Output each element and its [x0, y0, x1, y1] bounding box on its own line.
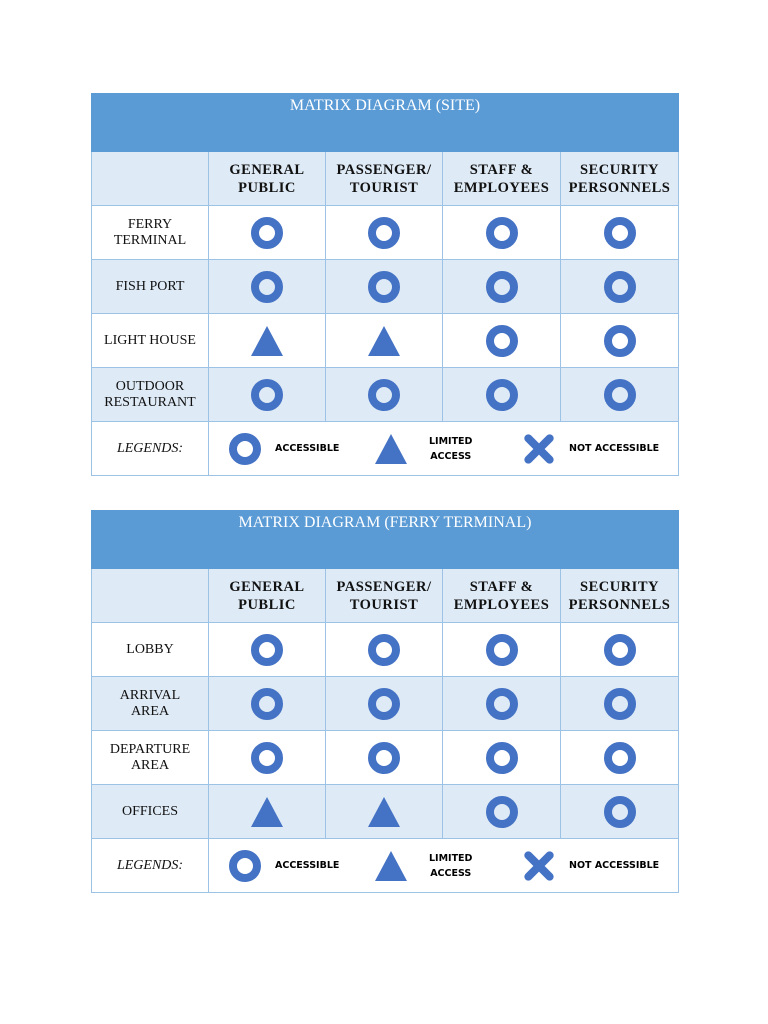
column-header: PASSENGER/ TOURIST — [326, 152, 443, 206]
table-row — [92, 260, 679, 314]
access-cell-accessible — [443, 623, 561, 677]
table-row — [92, 677, 679, 731]
limited-triangle-icon — [249, 794, 285, 830]
table-title: MATRIX DIAGRAM (SITE) — [92, 94, 679, 152]
legend-row — [92, 839, 679, 893]
legend-limited-text: LIMITED ACCESS — [429, 435, 473, 462]
access-cell-limited — [326, 785, 443, 839]
accessible-ring-icon — [249, 686, 285, 722]
table-row — [92, 623, 679, 677]
access-cell-limited — [209, 785, 326, 839]
accessible-ring-icon — [602, 686, 638, 722]
accessible-ring-icon — [602, 794, 638, 830]
accessible-ring-icon — [249, 740, 285, 776]
table-row — [92, 785, 679, 839]
row-label: FERRY TERMINAL — [92, 206, 209, 260]
column-header: STAFF & EMPLOYEES — [443, 569, 561, 623]
row-label: OFFICES — [92, 785, 209, 839]
column-header: GENERAL PUBLIC — [209, 152, 326, 206]
access-cell-accessible — [561, 368, 679, 422]
accessible-ring-icon — [249, 377, 285, 413]
column-header: GENERAL PUBLIC — [209, 569, 326, 623]
legend-not-accessible — [523, 422, 659, 475]
legend-label: LEGENDS: — [92, 839, 209, 893]
legend-content — [209, 839, 679, 893]
accessible-ring-icon — [249, 269, 285, 305]
access-cell-accessible — [561, 314, 679, 368]
accessible-ring-icon — [366, 632, 402, 668]
row-label: DEPARTURE AREA — [92, 731, 209, 785]
accessible-ring-icon — [366, 686, 402, 722]
limited-triangle-icon — [366, 323, 402, 359]
table-row — [92, 368, 679, 422]
legend-limited — [373, 422, 472, 475]
access-cell-accessible — [443, 731, 561, 785]
row-label: FISH PORT — [92, 260, 209, 314]
accessible-ring-icon — [227, 848, 263, 884]
row-label: OUTDOOR RESTAURANT — [92, 368, 209, 422]
access-cell-accessible — [209, 677, 326, 731]
row-label: LIGHT HOUSE — [92, 314, 209, 368]
table-row — [92, 314, 679, 368]
accessible-ring-icon — [366, 215, 402, 251]
accessible-ring-icon — [227, 431, 263, 467]
accessible-ring-icon — [484, 215, 520, 251]
access-cell-accessible — [561, 785, 679, 839]
legend-not-accessible-text: NOT ACCESSIBLE — [569, 860, 660, 871]
accessible-ring-icon — [602, 215, 638, 251]
accessible-ring-icon — [484, 269, 520, 305]
accessible-ring-icon — [602, 323, 638, 359]
access-cell-limited — [209, 314, 326, 368]
access-cell-limited — [326, 314, 443, 368]
column-header: SECURITY PERSONNELS — [561, 569, 679, 623]
accessible-ring-icon — [484, 794, 520, 830]
accessible-ring-icon — [484, 323, 520, 359]
access-cell-accessible — [561, 677, 679, 731]
limited-triangle-icon — [366, 794, 402, 830]
legend-accessible-text: ACCESSIBLE — [275, 860, 340, 871]
accessible-ring-icon — [602, 740, 638, 776]
access-cell-accessible — [443, 785, 561, 839]
not-accessible-cross-icon — [523, 433, 555, 465]
matrix-table-1 — [91, 93, 679, 476]
access-cell-accessible — [209, 260, 326, 314]
access-cell-accessible — [326, 260, 443, 314]
accessible-ring-icon — [484, 632, 520, 668]
matrix-table-2 — [91, 510, 679, 893]
access-cell-accessible — [443, 368, 561, 422]
access-cell-accessible — [209, 731, 326, 785]
row-label: LOBBY — [92, 623, 209, 677]
limited-triangle-icon — [373, 848, 409, 884]
access-cell-accessible — [326, 623, 443, 677]
table-row — [92, 731, 679, 785]
accessible-ring-icon — [249, 632, 285, 668]
legend-content — [209, 422, 679, 476]
legend-accessible — [227, 422, 339, 475]
column-header: PASSENGER/ TOURIST — [326, 569, 443, 623]
access-cell-accessible — [561, 623, 679, 677]
access-cell-accessible — [561, 260, 679, 314]
column-header: SECURITY PERSONNELS — [561, 152, 679, 206]
legend-accessible-text: ACCESSIBLE — [275, 443, 340, 454]
access-cell-accessible — [561, 731, 679, 785]
table-title: MATRIX DIAGRAM (FERRY TERMINAL) — [92, 511, 679, 569]
accessible-ring-icon — [484, 377, 520, 413]
row-label: ARRIVAL AREA — [92, 677, 209, 731]
accessible-ring-icon — [249, 215, 285, 251]
legend-accessible — [227, 839, 339, 892]
legend-limited-text: LIMITED ACCESS — [429, 852, 473, 879]
header-corner — [92, 569, 209, 623]
legend-limited — [373, 839, 472, 892]
accessible-ring-icon — [602, 632, 638, 668]
access-cell-accessible — [209, 368, 326, 422]
access-cell-accessible — [209, 623, 326, 677]
header-corner — [92, 152, 209, 206]
access-cell-accessible — [209, 206, 326, 260]
accessible-ring-icon — [366, 269, 402, 305]
access-cell-accessible — [326, 206, 443, 260]
accessible-ring-icon — [602, 377, 638, 413]
column-header: STAFF & EMPLOYEES — [443, 152, 561, 206]
access-cell-accessible — [326, 731, 443, 785]
accessible-ring-icon — [602, 269, 638, 305]
access-cell-accessible — [443, 677, 561, 731]
accessible-ring-icon — [366, 377, 402, 413]
legend-row — [92, 422, 679, 476]
limited-triangle-icon — [249, 323, 285, 359]
access-cell-accessible — [561, 206, 679, 260]
limited-triangle-icon — [373, 431, 409, 467]
accessible-ring-icon — [484, 740, 520, 776]
accessible-ring-icon — [366, 740, 402, 776]
legend-not-accessible-text: NOT ACCESSIBLE — [569, 443, 660, 454]
access-cell-accessible — [326, 677, 443, 731]
access-cell-accessible — [443, 314, 561, 368]
not-accessible-cross-icon — [523, 850, 555, 882]
legend-label: LEGENDS: — [92, 422, 209, 476]
access-cell-accessible — [443, 260, 561, 314]
accessible-ring-icon — [484, 686, 520, 722]
legend-not-accessible — [523, 839, 659, 892]
access-cell-accessible — [443, 206, 561, 260]
access-cell-accessible — [326, 368, 443, 422]
table-row — [92, 206, 679, 260]
